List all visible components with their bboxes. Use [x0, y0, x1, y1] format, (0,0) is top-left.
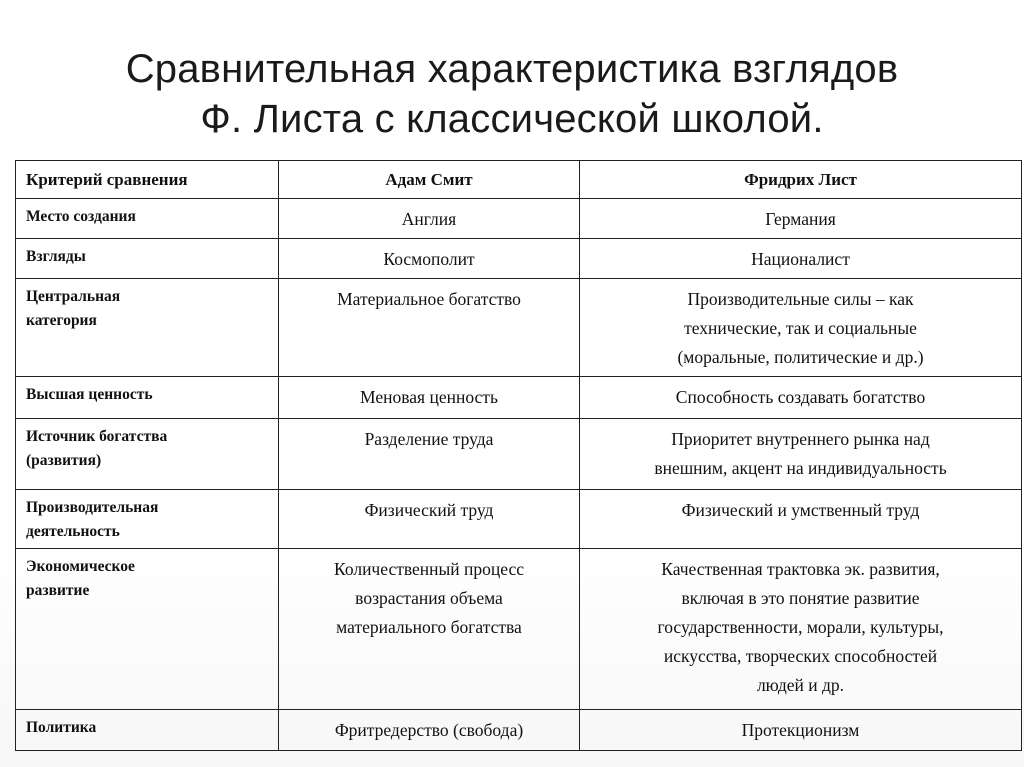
- table-row: [16, 279, 1022, 377]
- table-row: [16, 377, 1022, 419]
- table-row: [16, 490, 1022, 549]
- list-cell-line: Способность создавать богатство: [675, 387, 926, 407]
- list-cell-line: Националист: [751, 249, 850, 269]
- list-cell-line: включая в это понятие развитие: [681, 588, 920, 608]
- table-row: [16, 549, 1022, 710]
- header-list: Фридрих Лист: [580, 161, 1022, 199]
- list-cell-line: Физический и умственный труд: [681, 500, 920, 520]
- list-cell: [580, 490, 1022, 549]
- smith-cell: [279, 490, 580, 549]
- criterion-cell-line: Центральная: [26, 288, 121, 305]
- criterion-cell-line: деятельность: [26, 523, 120, 540]
- criterion-cell-line: Источник богатства: [26, 428, 168, 445]
- criterion-cell-line: Производительная: [26, 499, 159, 516]
- criterion-cell: [16, 279, 279, 377]
- criterion-cell: [16, 239, 279, 279]
- criterion-cell-line: категория: [26, 312, 97, 329]
- smith-cell-line: Количественный процесс: [334, 559, 524, 579]
- list-cell-line: государственности, морали, культуры,: [657, 617, 944, 637]
- header-criterion: Критерий сравнения: [16, 161, 279, 199]
- list-cell: [580, 279, 1022, 377]
- smith-cell-line: материального богатства: [336, 617, 522, 637]
- smith-cell: [279, 279, 580, 377]
- table-row: [16, 239, 1022, 279]
- smith-cell: [279, 710, 580, 751]
- smith-cell-line: Материальное богатство: [337, 289, 521, 309]
- list-cell-line: Протекционизм: [741, 720, 860, 740]
- criterion-cell: [16, 490, 279, 549]
- list-cell: [580, 199, 1022, 239]
- smith-cell: [279, 419, 580, 490]
- list-cell: [580, 377, 1022, 419]
- criterion-cell: [16, 419, 279, 490]
- list-cell-line: Производительные силы – как: [687, 289, 914, 309]
- list-cell-line: Качественная трактовка эк. развития,: [661, 559, 940, 579]
- smith-cell-line: Меновая ценность: [360, 387, 498, 407]
- smith-cell: [279, 199, 580, 239]
- criterion-cell-line: Экономическое: [26, 558, 135, 575]
- criterion-cell-line: Высшая ценность: [26, 386, 153, 403]
- smith-cell: [279, 549, 580, 710]
- criterion-cell: [16, 710, 279, 751]
- criterion-cell-line: (развития): [26, 452, 102, 469]
- list-cell: [580, 710, 1022, 751]
- smith-cell: [279, 239, 580, 279]
- list-cell-line: внешним, акцент на индивидуальность: [654, 458, 947, 478]
- criterion-cell-line: развитие: [26, 582, 90, 599]
- list-cell-line: людей и др.: [756, 675, 845, 695]
- table-header-row: [16, 161, 1022, 199]
- smith-cell-line: возрастания объема: [355, 588, 503, 608]
- table-row: [16, 419, 1022, 490]
- criterion-cell-line: Взгляды: [26, 248, 86, 265]
- smith-cell: [279, 377, 580, 419]
- list-cell-line: (моральные, политические и др.): [677, 347, 924, 367]
- smith-cell-line: Космополит: [383, 249, 475, 269]
- slide-title-line-1: Сравнительная характеристика взглядов: [125, 47, 899, 91]
- smith-cell-line: Разделение труда: [364, 429, 494, 449]
- smith-cell-line: Физический труд: [364, 500, 494, 520]
- list-cell-line: Приоритет внутреннего рынка над: [671, 429, 930, 449]
- smith-cell-line: Англия: [401, 209, 457, 229]
- criterion-cell-line: Место создания: [26, 208, 136, 225]
- list-cell: [580, 549, 1022, 710]
- list-cell-line: Германия: [765, 209, 836, 229]
- header-smith: Адам Смит: [279, 161, 580, 199]
- criterion-cell-line: Политика: [26, 719, 97, 736]
- table-row: [16, 199, 1022, 239]
- list-cell-line: искусства, творческих способностей: [663, 646, 938, 666]
- table-row: [16, 710, 1022, 751]
- list-cell-line: технические, так и социальные: [684, 318, 917, 338]
- comparison-table: [15, 160, 1022, 751]
- criterion-cell: [16, 199, 279, 239]
- list-cell: [580, 239, 1022, 279]
- criterion-cell: [16, 549, 279, 710]
- criterion-cell: [16, 377, 279, 419]
- smith-cell-line: Фритредерство (свобода): [334, 720, 524, 740]
- slide-title-line-2: Ф. Листа с классической школой.: [200, 97, 824, 141]
- list-cell: [580, 419, 1022, 490]
- slide-title: [0, 44, 1024, 144]
